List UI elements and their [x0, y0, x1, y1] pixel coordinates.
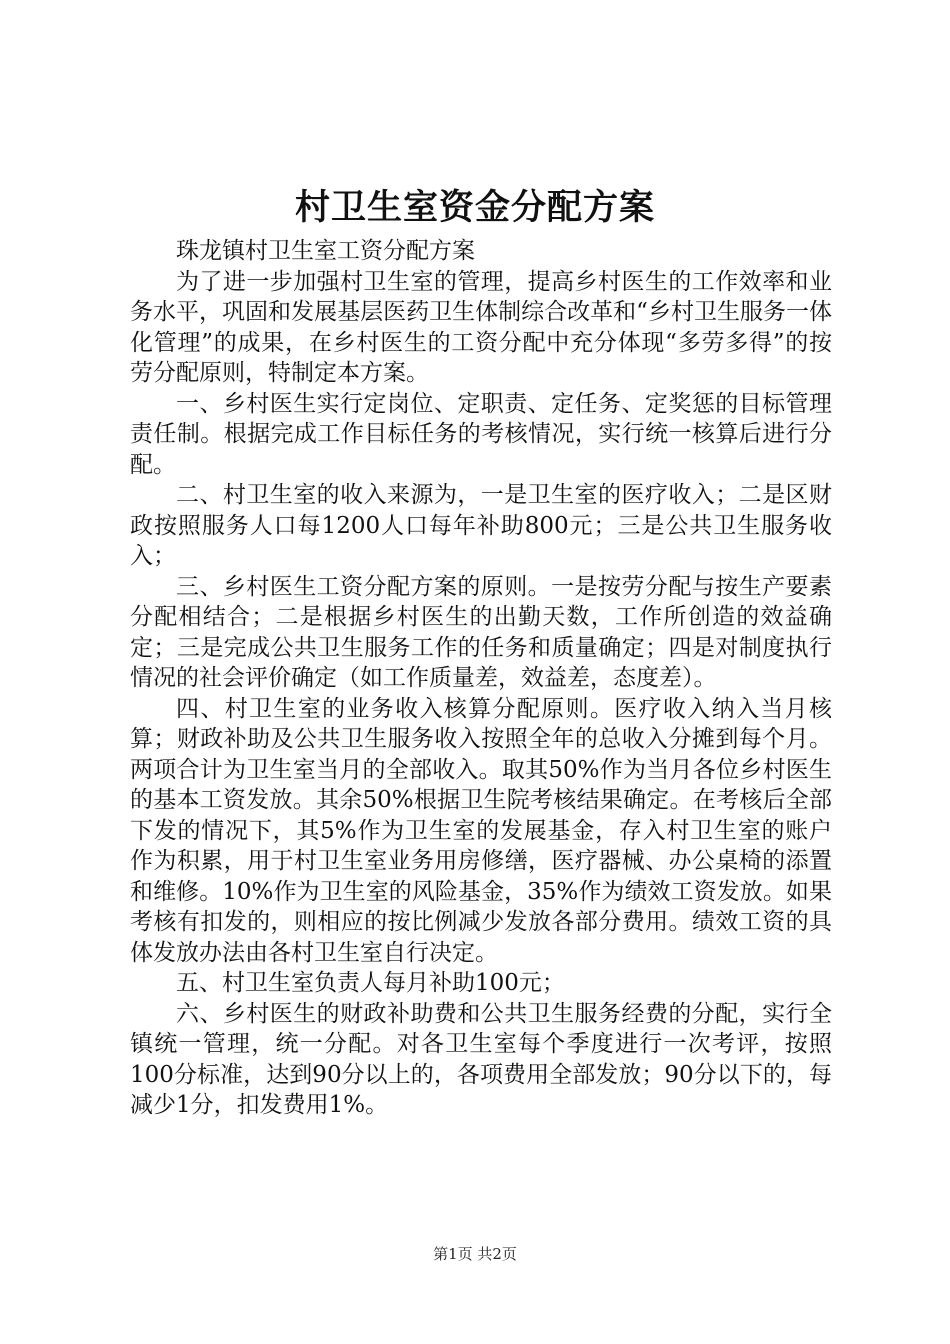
- section-4-paragraph: 四、村卫生室的业务收入核算分配原则。医疗收入纳入当月核算；财政补助及公共卫生服务收入按照全年的总收入分摊到每个月。两项合计为卫生室当月的全部收入。取其50%作为当月各位乡村医生的基本工资发放。其余50%根据卫生院考核结果确定。在考核后全部下发的情况下，其5%作为卫生室的发展基金，存入村卫生室的账户作为积累，用于村卫生室业务用房修缮，医疗器械、办公桌椅的添置和维修。10%作为卫生室的风险基金，35%作为绩效工资发放。如果考核有扣发的，则相应的按比例减少发放各部分费用。绩效工资的具体发放办法由各村卫生室自行决定。: [130, 695, 832, 966]
- section-1-paragraph: 一、乡村医生实行定岗位、定职责、定任务、定奖惩的目标管理责任制。根据完成工作目标任务的考核情况，实行统一核算后进行分配。: [130, 390, 832, 478]
- section-6-paragraph: 六、乡村医生的财政补助费和公共卫生服务经费的分配，实行全镇统一管理，统一分配。对各卫生室每个季度进行一次考评，按照100分标准，达到90分以上的，各项费用全部发放；90分以下的，每减少1分，扣发费用1%。: [130, 1000, 832, 1118]
- section-5-paragraph: 五、村卫生室负责人每月补助100元；: [176, 970, 565, 996]
- subtitle-paragraph: 珠龙镇村卫生室工资分配方案: [176, 238, 475, 264]
- section-2-paragraph: 二、村卫生室的收入来源为，一是卫生室的医疗收入；二是区财政按照服务人口每1200人口每年补助800元；三是公共卫生服务收入；: [130, 482, 832, 569]
- document-title: 村卫生室资金分配方案: [294, 187, 655, 228]
- document-body: [130, 236, 832, 1121]
- intro-paragraph: 为了进一步加强村卫生室的管理，提高乡村医生的工作效率和业务水平，巩固和发展基层医药卫生体制综合改革和“乡村卫生服务一体化管理”的成果，在乡村医生的工资分配中充分体现“多劳多得”的按劳分配原则，特制定本方案。: [130, 268, 832, 386]
- section-3-paragraph: 三、乡村医生工资分配方案的原则。一是按劳分配与按生产要素分配相结合；二是根据乡村医生的出勤天数，工作所创造的效益确定；三是完成公共卫生服务工作的任务和质量确定；四是对制度执行情况的社会评价确定（如工作质量差，效益差，态度差）。: [130, 573, 832, 691]
- page-number-footer: 第1页 共2页: [433, 1245, 517, 1263]
